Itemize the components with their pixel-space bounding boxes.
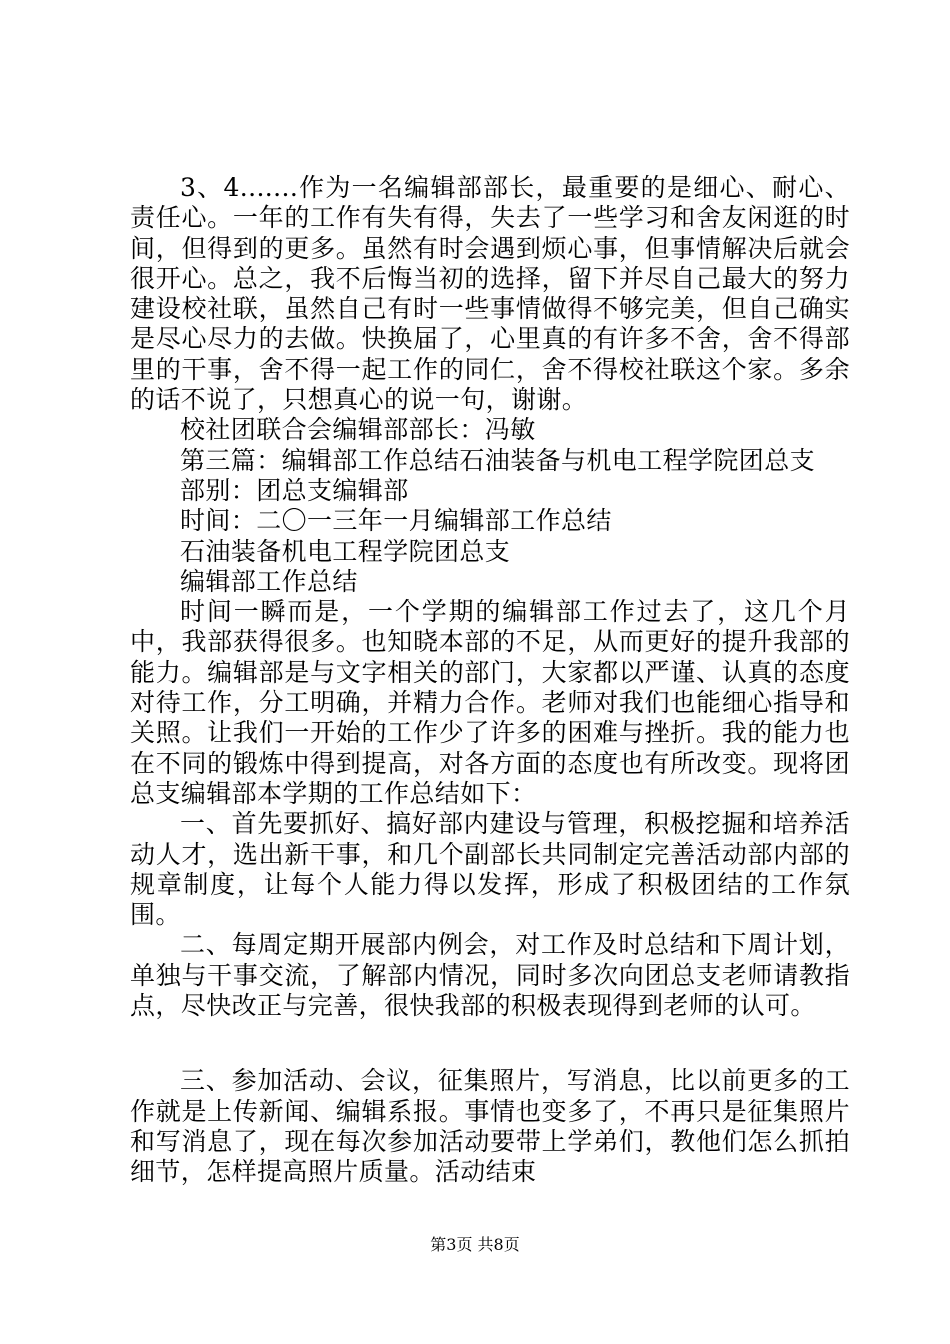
paragraph-date: 时间：二〇一三年一月编辑部工作总结 xyxy=(180,506,612,536)
page-footer: 第3页 共8页 xyxy=(430,1235,520,1254)
paragraph-organization: 石油装备机电工程学院团总支 xyxy=(180,536,511,566)
paragraph-heading: 编辑部工作总结 xyxy=(180,566,358,596)
paragraph-item-one: 一、首先要抓好、搞好部内建设与管理，积极挖掘和培养活动人才，选出新干事，和几个副部长共同制定完善活动部内部的规章制度，让每个人能力得以发挥，形成了积极团结的工作氛围。 xyxy=(130,809,850,930)
paragraph-item-two: 二、每周定期开展部内例会，对工作及时总结和下周计划，单独与干事交流，了解部内情况，同时多次向团总支老师请教指点，尽快改正与完善，很快我部的积极表现得到老师的认可。 xyxy=(130,930,850,1021)
paragraph-section-title: 第三篇：编辑部工作总结石油装备与机电工程学院团总支 xyxy=(180,445,816,475)
paragraph-intro: 时间一瞬而是，一个学期的编辑部工作过去了，这几个月中，我部获得很多。也知晓本部的不足，从而更好的提升我部的能力。编辑部是与文字相关的部门，大家都以严谨、认真的态度对待工作，分工明确，并精力合作。老师对我们也能细心指导和关照。让我们一开始的工作少了许多的困难与挫折。我的能力也在不同的锻炼中得到提高，对各方面的态度也有所改变。现将团总支编辑部本学期的工作总结如下： xyxy=(130,597,850,808)
paragraph-signature: 校社团联合会编辑部部长：冯敏 xyxy=(180,415,536,445)
document-body xyxy=(130,173,850,1188)
paragraph-department: 部别：团总支编辑部 xyxy=(180,475,409,505)
paragraph-closing-remarks: 3、4.......作为一名编辑部部长，最重要的是细心、耐心、责任心。一年的工作有失有得，失去了一些学习和舍友闲逛的时间，但得到的更多。虽然有时会遇到烦心事，但事情解决后就会很开心。总之，我不后悔当初的选择，留下并尽自己最大的努力建设校社联，虽然自己有时一些事情做得不够完美，但自己确实是尽心尽力的去做。快换届了，心里真的有许多不舍，舍不得部里的干事，舍不得一起工作的同仁，舍不得校社联这个家。多余的话不说了，只想真心的说一句，谢谢。 xyxy=(130,173,850,415)
paragraph-gap xyxy=(130,1021,850,1066)
paragraph-item-three: 三、参加活动、会议，征集照片，写消息，比以前更多的工作就是上传新闻、编辑系报。事情也变多了，不再只是征集照片和写消息了，现在每次参加活动要带上学弟们，教他们怎么抓拍细节，怎样提高照片质量。活动结束 xyxy=(130,1066,850,1187)
